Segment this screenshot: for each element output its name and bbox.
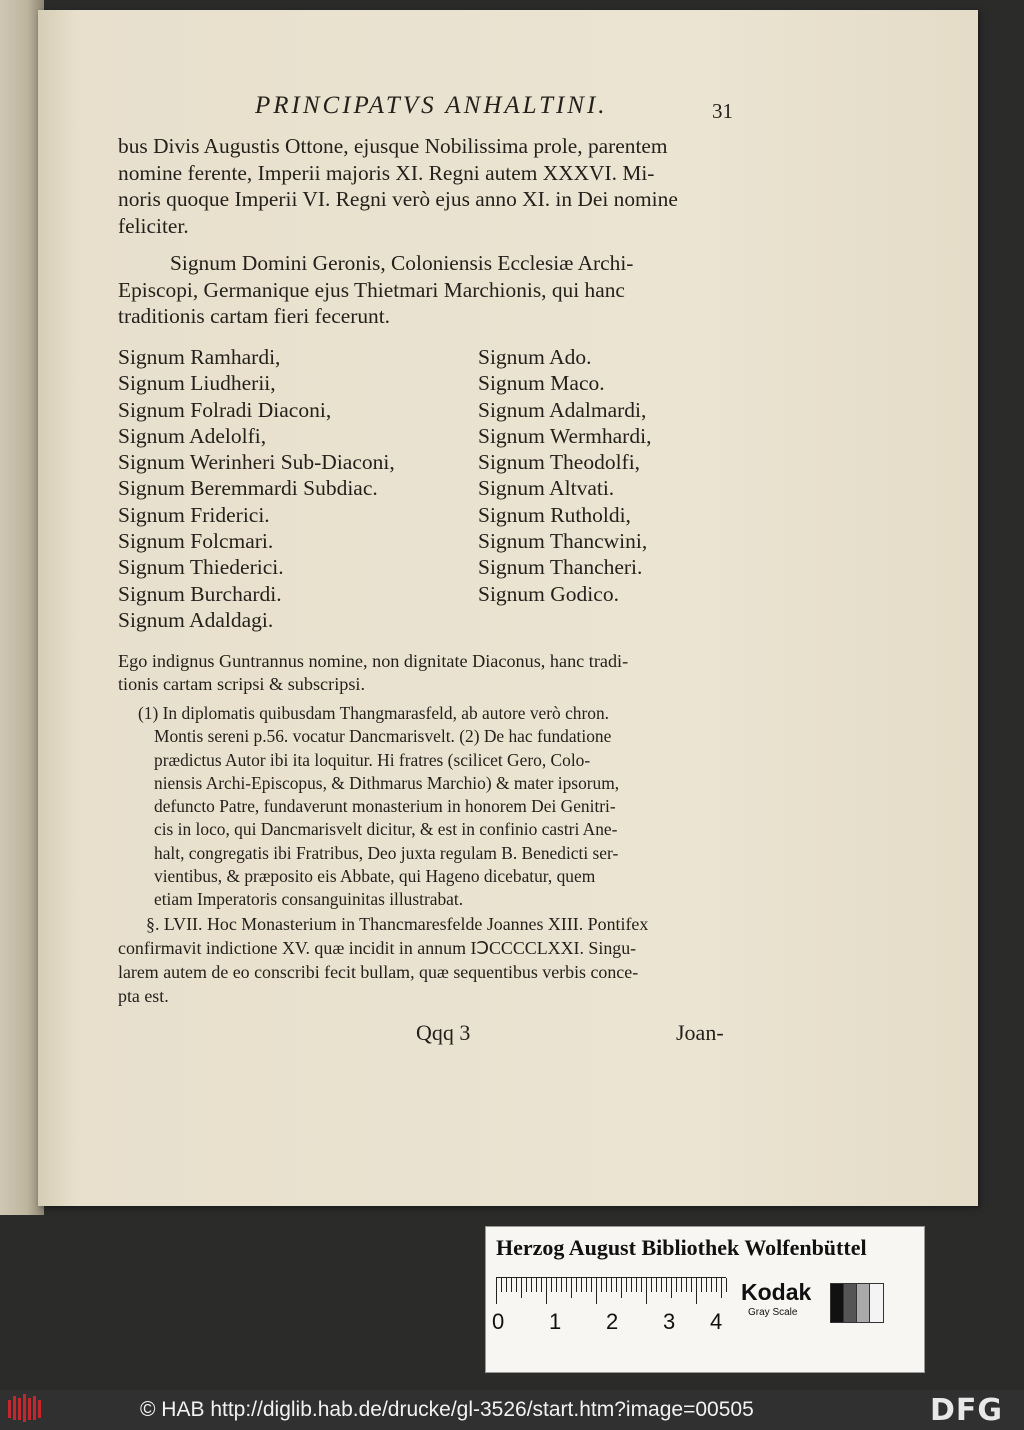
- ruler-tick: [616, 1278, 617, 1292]
- ruler-tick: [686, 1278, 687, 1292]
- ruler-tick: [546, 1278, 547, 1304]
- library-name: Herzog August Bibliothek Wolfenbüttel: [496, 1235, 867, 1260]
- ruler-number: 1: [549, 1309, 562, 1334]
- ruler-tick: [516, 1278, 517, 1292]
- paragraph-1: [118, 133, 740, 239]
- signature-line: Signum Adaldagi.: [118, 607, 274, 632]
- gray-scale-label: Gray Scale: [748, 1307, 798, 1318]
- text-line: feliciter.: [118, 213, 189, 238]
- signature-line: Signum Thiederici.: [118, 555, 284, 580]
- footnote-line: cis in loco, qui Dancmarisvelt dicitur, & est in confinio castri Ane-: [154, 819, 618, 840]
- ruler-tick: [691, 1278, 692, 1292]
- ruler-tick: [681, 1278, 682, 1292]
- ruler-tick: [581, 1278, 582, 1292]
- signature-line: Signum Ado.: [478, 345, 592, 369]
- text-line: tionis cartam scripsi & subscripsi.: [118, 674, 366, 695]
- catchword: Joan-: [676, 1020, 724, 1045]
- ruler-tick: [496, 1278, 497, 1304]
- signature-line: Signum Adelolfi,: [118, 423, 267, 448]
- signatures-right-column: [478, 344, 651, 607]
- text-line: confirmavit indictione XV. quæ incidit in annum IↃCCCCLXXI. Singu-: [118, 938, 637, 958]
- signature-line: Signum Folcmari.: [118, 529, 274, 554]
- ruler-tick: [631, 1278, 632, 1292]
- ruler-number: 2: [606, 1309, 619, 1334]
- signature-line: Signum Godico.: [478, 581, 619, 606]
- ruler-number: 3: [663, 1309, 676, 1334]
- signature-line: Signum Beremmardi Subdiac.: [118, 476, 378, 501]
- footnote-line: Montis sereni p.56. vocatur Dancmarisvelt. (2) De hac fundatione: [154, 726, 612, 747]
- footnote-line: vientibus, & præposito eis Abbate, qui Hageno dicebatur, quem: [154, 866, 596, 887]
- ruler-tick: [656, 1278, 657, 1292]
- ruler-tick: [561, 1278, 562, 1292]
- ruler-tick: [726, 1278, 727, 1292]
- ruler-number: 4: [710, 1309, 723, 1334]
- text-line: nomine ferente, Imperii majoris XI. Regni autem XXXVI. Mi-: [118, 160, 655, 185]
- signature-line: Signum Rutholdi,: [478, 502, 631, 527]
- page-number: 31: [712, 99, 733, 123]
- signature-line: Signum Thancwini,: [478, 529, 648, 554]
- gray-patch: [869, 1283, 884, 1323]
- ruler-tick: [696, 1278, 697, 1304]
- footnotes: [118, 702, 738, 912]
- signature-line: Signum Ramhardi,: [118, 345, 281, 369]
- ruler-tick: [511, 1278, 512, 1292]
- signature-line: Signum Maco.: [478, 371, 605, 396]
- ruler-tick: [531, 1278, 532, 1292]
- ruler-tick: [591, 1278, 592, 1292]
- signature-line: Signum Friderici.: [118, 502, 270, 527]
- ruler-tick: [711, 1278, 712, 1292]
- signature-line: Signum Liudherii,: [118, 371, 276, 396]
- ruler-tick: [566, 1278, 567, 1292]
- ruler-tick: [506, 1278, 507, 1292]
- footnote-line: (1) In diplomatis quibusdam Thangmarasfeld, ab autore verò chron.: [138, 703, 610, 723]
- ruler-tick: [701, 1278, 702, 1292]
- ruler-tick: [626, 1278, 627, 1292]
- ruler-tick: [716, 1278, 717, 1292]
- signature-line: Signum Wermhardi,: [478, 423, 652, 448]
- signature-line: Signum Folradi Diaconi,: [118, 397, 332, 422]
- footnote-line: halt, congregatis ibi Fratribus, Deo juxta regulam B. Benedicti ser-: [154, 842, 619, 863]
- footnote-line: etiam Imperatoris consanguinitas illustrabat.: [154, 889, 464, 910]
- signature-line: Signum Werinheri Sub-Diaconi,: [118, 450, 395, 475]
- kodak-logo: Kodak: [741, 1279, 812, 1305]
- ruler-tick: [706, 1278, 707, 1292]
- ruler-tick: [576, 1278, 577, 1292]
- footnote-line: prædictus Autor ibi ita loquitur. Hi fratres (scilicet Gero, Colo-: [154, 749, 591, 770]
- library-color-card: [485, 1226, 925, 1373]
- ruler-tick: [521, 1278, 522, 1298]
- ruler-tick: [646, 1278, 647, 1304]
- text-line: traditionis cartam fieri fecerunt.: [118, 304, 391, 329]
- ruler-tick: [536, 1278, 537, 1292]
- ruler-tick: [526, 1278, 527, 1292]
- ruler-tick: [666, 1278, 667, 1292]
- ruler-tick: [596, 1278, 597, 1304]
- signatures-left-column: [118, 344, 395, 633]
- signature-line: Signum Burchardi.: [118, 581, 282, 606]
- ruler-tick: [551, 1278, 552, 1292]
- signature-line: Signum Adalmardi,: [478, 397, 647, 422]
- signature-line: Signum Theodolfi,: [478, 450, 641, 475]
- ruler-tick: [651, 1278, 652, 1292]
- ruler-tick: [611, 1278, 612, 1292]
- ruler-tick: [586, 1278, 587, 1292]
- ruler-tick: [676, 1278, 677, 1292]
- scribe-note: [118, 650, 738, 697]
- ruler-tick: [721, 1278, 722, 1298]
- ruler-tick: [556, 1278, 557, 1292]
- ruler-tick: [641, 1278, 642, 1292]
- text-line: Episcopi, Germanique ejus Thietmari Marchionis, qui hanc: [118, 277, 625, 302]
- ruler-tick: [501, 1278, 502, 1292]
- paragraph-3: [118, 912, 738, 1008]
- ruler-tick: [541, 1278, 542, 1292]
- ruler-tick: [571, 1278, 572, 1298]
- signature-mark: Qqq 3: [416, 1020, 471, 1045]
- ruler-tick: [621, 1278, 622, 1298]
- ruler-tick: [671, 1278, 672, 1298]
- footnote-line: niensis Archi-Episcopus, & Dithmarus Marchio) & mater ipsorum,: [154, 772, 620, 793]
- text-line: larem autem de eo conscribi fecit bullam, quæ sequentibus verbis conce-: [118, 962, 639, 982]
- signature-line: Signum Thancheri.: [478, 555, 643, 580]
- text-line: Ego indignus Guntrannus nomine, non dignitate Diaconus, hanc tradi-: [118, 651, 629, 671]
- hab-barcode-icon: [8, 1394, 44, 1424]
- running-head: PRINCIPATVS ANHALTINI.: [255, 92, 608, 119]
- signature-line: Signum Altvati.: [478, 476, 615, 501]
- ruler-tick: [636, 1278, 637, 1292]
- text-line: noris quoque Imperii VI. Regni verò ejus anno XI. in Dei nomine: [118, 187, 678, 212]
- text-line: §. LVII. Hoc Monasterium in Thancmaresfelde Joannes XIII. Pontifex: [146, 914, 649, 934]
- scale-ruler: [496, 1277, 726, 1304]
- copyright-url[interactable]: © HAB http://diglib.hab.de/drucke/gl-3526/start.htm?image=00505: [140, 1398, 754, 1421]
- paragraph-2: [118, 250, 740, 330]
- text-line: pta est.: [118, 986, 169, 1006]
- footnote-line: defuncto Patre, fundaverunt monasterium in honorem Dei Genitri-: [154, 796, 616, 817]
- ruler-tick: [601, 1278, 602, 1292]
- ruler-tick: [606, 1278, 607, 1292]
- text-line: Signum Domini Geronis, Coloniensis Ecclesiæ Archi-: [170, 251, 634, 275]
- ruler-number: 0: [492, 1309, 505, 1334]
- dfg-logo: DFG: [930, 1393, 1004, 1428]
- text-line: bus Divis Augustis Ottone, ejusque Nobilissima prole, parentem: [118, 134, 668, 158]
- ruler-tick: [661, 1278, 662, 1292]
